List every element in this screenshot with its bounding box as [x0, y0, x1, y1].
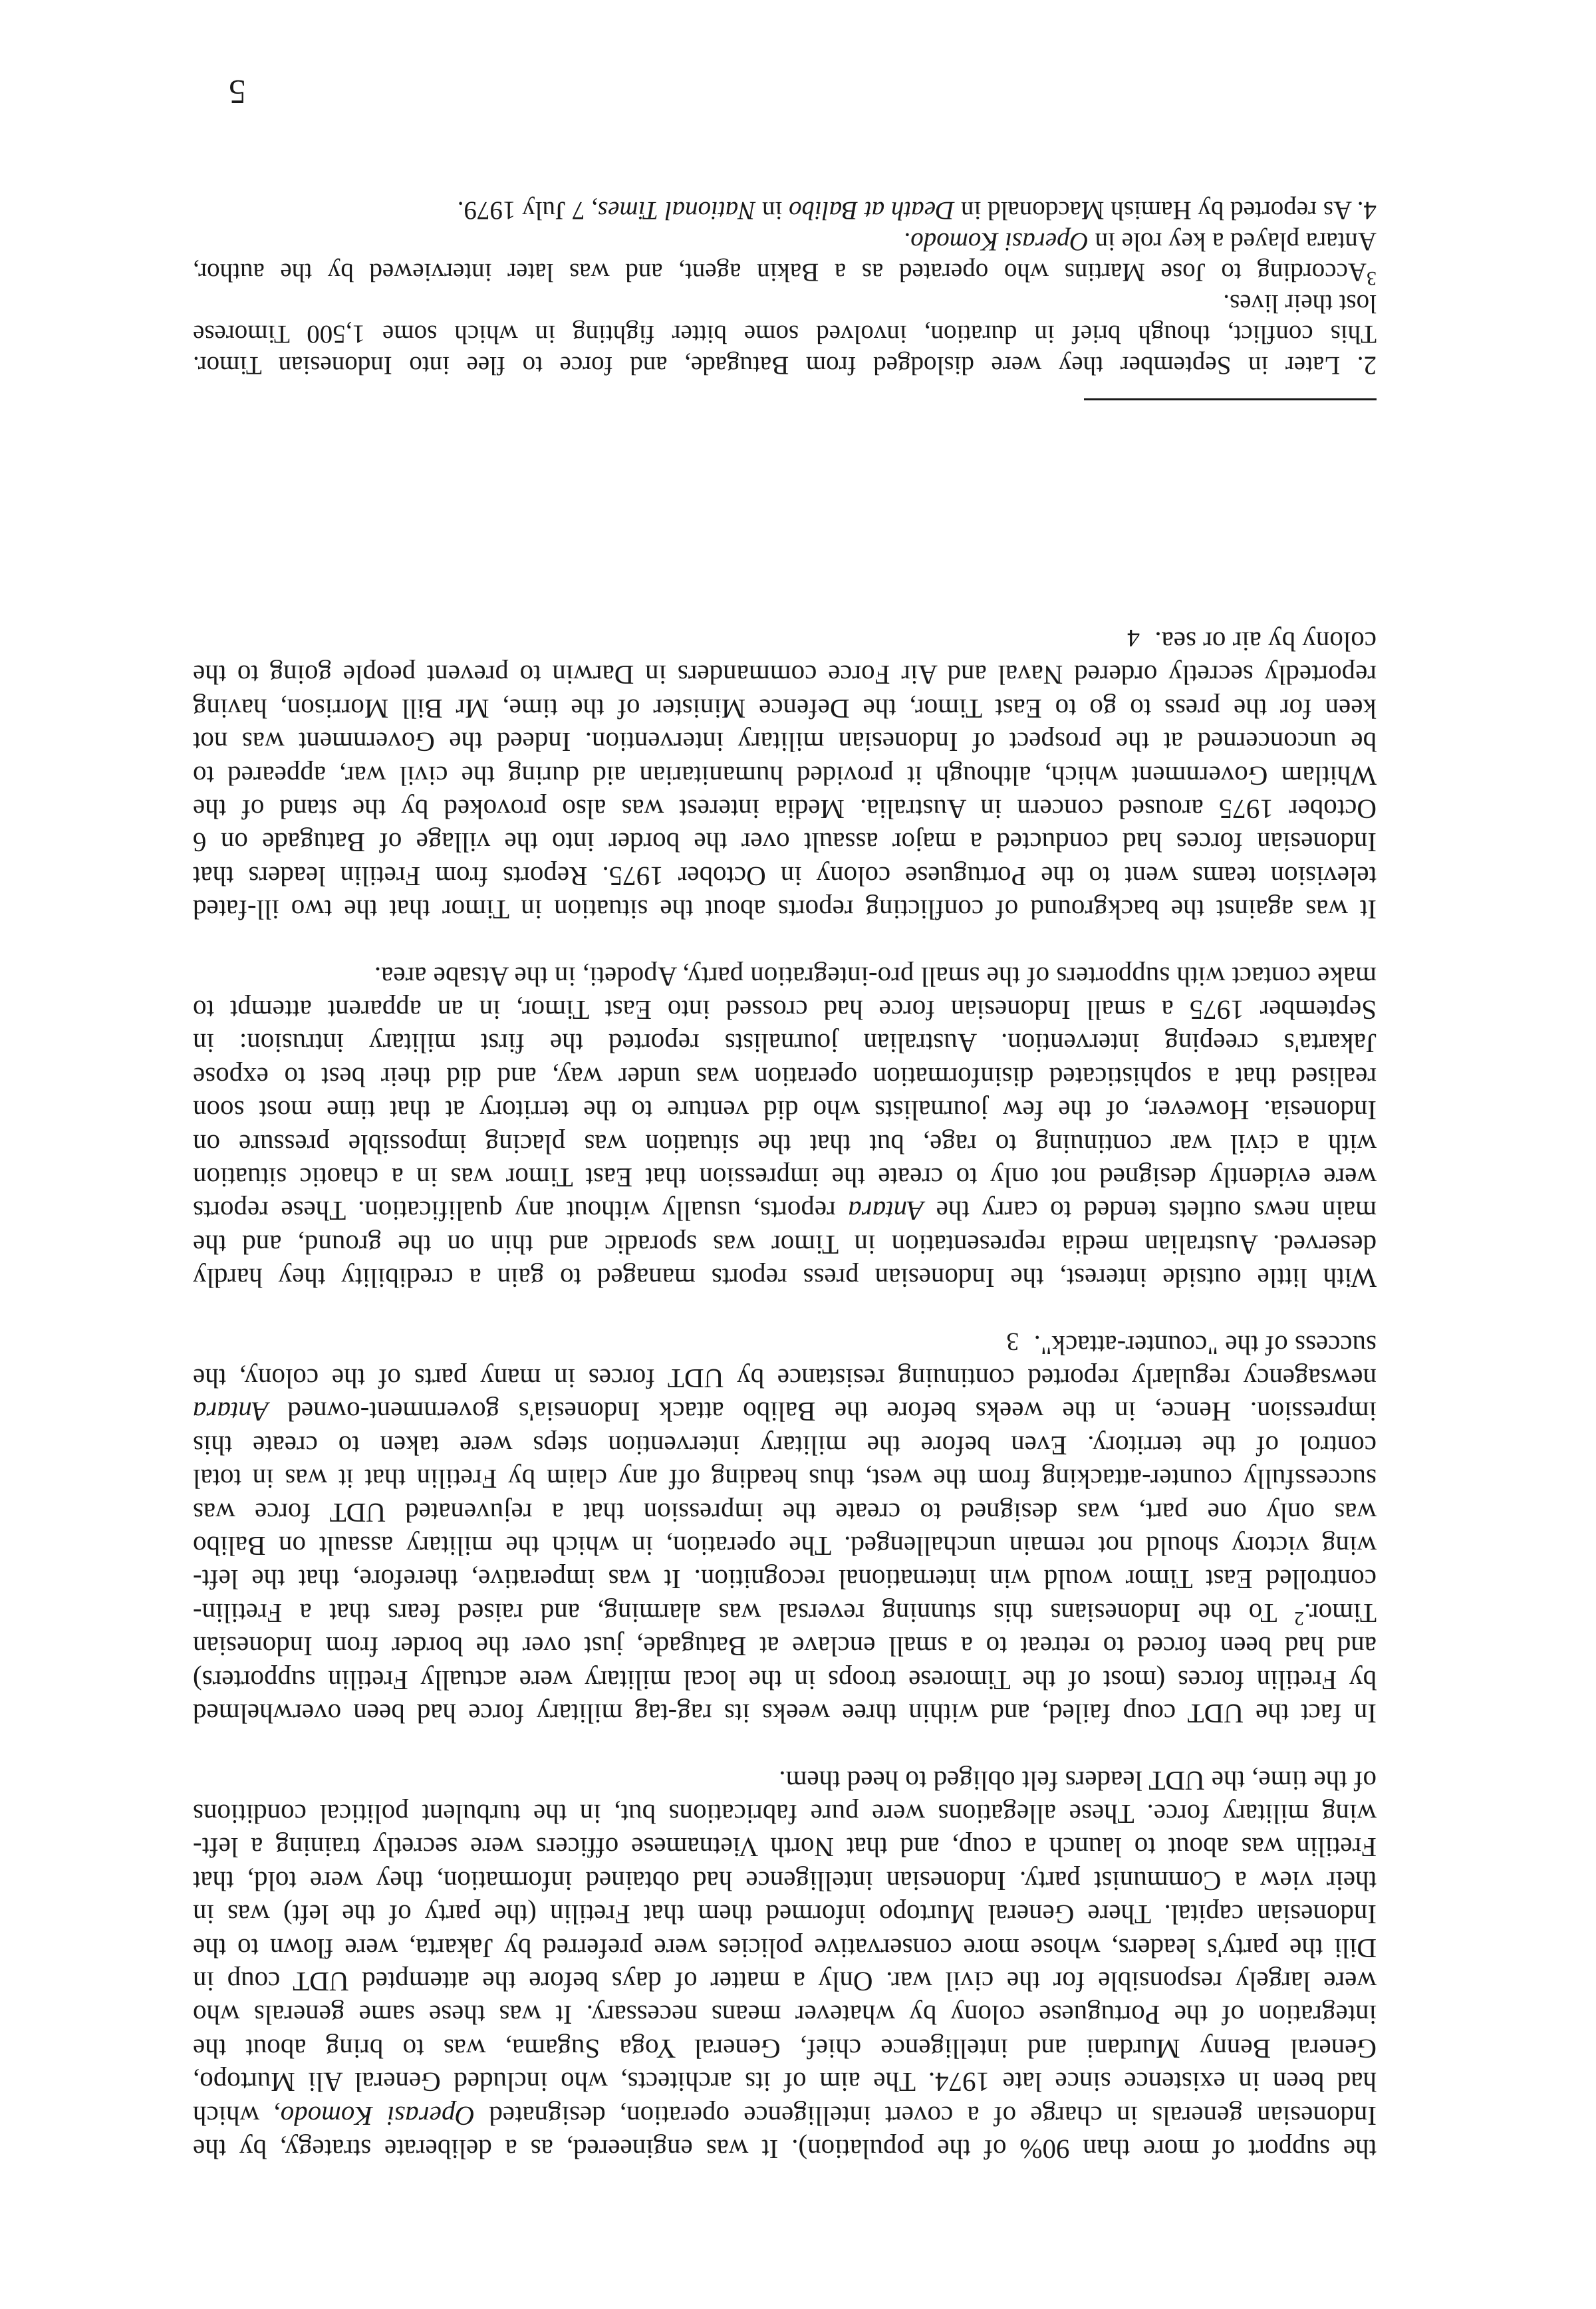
text-run: In fact the UDT coup failed, and within three weeks its rag-tag military force had been overwhelmed — [193, 1698, 1377, 1730]
text-run: and had been forced to retreat to a small enclave at Batugade, just over the border from Indonesian — [193, 1631, 1377, 1663]
text-run: Jakarta's creeping intervention. Australian journalists reported the first military intrusion: in — [193, 1028, 1377, 1059]
text-line — [193, 1697, 1377, 1730]
text-run: , which — [193, 2100, 281, 2131]
text-line — [193, 2133, 1377, 2166]
text-run: 4. As reported by Hamish Macdonald in — [954, 196, 1377, 225]
text-line — [193, 319, 1377, 350]
text-line — [193, 1228, 1377, 1261]
text-line — [193, 826, 1377, 859]
text-run: lost their lives. — [1223, 289, 1377, 318]
italic-run: Operasi Komodo — [280, 2100, 475, 2131]
text-line — [193, 1864, 1377, 1897]
text-run: control of the territory. Even before the military intervention steps were taken to create this — [193, 1430, 1377, 1461]
text-run: October 1975 aroused concern in Australia. Media interest was also provoked by the stand of the — [193, 793, 1377, 825]
text-run: realised that a sophisticated disinformation operation was under way, and did their best to expose — [193, 1061, 1377, 1093]
text-run: newsagency regularly reported continuing resistance by UDT forces in many parts of the colony, the — [193, 1363, 1377, 1395]
text-line — [193, 194, 1377, 225]
text-run: It was against the background of conflicting reports about the situation in Timor that the two ill-fated — [193, 894, 1377, 926]
text-line — [193, 1428, 1377, 1462]
text-run: television teams went to the Portuguese colony in October 1975. Reports from Fretilin leaders that — [193, 861, 1377, 892]
text-line — [193, 1898, 1377, 1931]
italic-run: Antara — [193, 1397, 269, 1428]
text-line — [193, 1965, 1377, 1998]
text-run: the support of more than 90% of the population). It was engineered, as a deliberate strategy, by the — [193, 2134, 1377, 2165]
text-run: Fretilin was about to launch a coup, and that North Vietnamese officers were secretly training a left- — [193, 1832, 1377, 1863]
paragraph — [193, 1328, 1377, 1730]
text-line — [193, 1094, 1377, 1127]
text-line — [193, 793, 1377, 826]
text-line — [193, 893, 1377, 926]
text-run: According to Jose Martins who operated as a Bakin agent, and was later interviewed by the author, — [193, 258, 1367, 287]
text-run: main news outlets tended to carry the — [924, 1196, 1377, 1227]
text-run: impression. Hence, in the weeks before the Balibo attack Indonesia's government-owned — [268, 1397, 1377, 1428]
text-line — [193, 1764, 1377, 1797]
text-line — [193, 1663, 1377, 1697]
text-run: keen for the press to go to East Timor, the Defence Minister of the time, Mr Bill Morrison, having — [193, 693, 1377, 724]
italic-run: Antara — [848, 1196, 924, 1227]
text-line — [193, 287, 1377, 319]
text-line — [193, 1563, 1377, 1596]
text-run: successfully counter-attacking from the west, thus heading off any claim by Fretilin that it was in total — [193, 1464, 1377, 1495]
text-line — [193, 2032, 1377, 2065]
text-line — [193, 994, 1377, 1027]
text-run: were largely responsible for the civil war. Only a matter of days before the attempted UDT coup in — [193, 1966, 1377, 1997]
paragraph — [193, 625, 1377, 927]
text-run: was only one part, was designed to create the impression that a rejuvenated UDT force was — [193, 1497, 1377, 1528]
text-run: With little outside interest, the Indonesian press reports managed to gain a credibility they hardly — [193, 1263, 1377, 1294]
text-line — [193, 1931, 1377, 1965]
text-line — [193, 2099, 1377, 2132]
text-run: Indonesian forces had conducted a major assault over the border into the village of Batugade on 6 — [193, 827, 1377, 859]
text-run: Indonesia. However, of the few journalists who did venture to the territory at that time most soon — [193, 1095, 1377, 1127]
text-line — [193, 225, 1377, 257]
paragraph — [193, 960, 1377, 1295]
footnote — [193, 194, 1377, 225]
text-line — [193, 1597, 1377, 1630]
text-run: in — [755, 196, 789, 225]
text-line — [193, 1831, 1377, 1864]
text-run: Dili the party's leaders, whose more conservative policies were preferred by Jakarta, were flown to the — [193, 1933, 1377, 1964]
text-run: Antara played a key role in — [1088, 227, 1377, 256]
text-line — [193, 349, 1377, 380]
text-run: wing victory should not remain unchallenged. The operation, in which the military assault on Balibo — [193, 1531, 1377, 1562]
text-line — [193, 1127, 1377, 1160]
text-line — [193, 1262, 1377, 1295]
text-run: colony by air or sea. — [1148, 626, 1377, 657]
text-line — [193, 2066, 1377, 2099]
text-line — [193, 859, 1377, 892]
text-run: September 1975 a small Indonesian force had crossed into East Timor, in an apparent attempt to — [193, 995, 1377, 1025]
body-text — [193, 625, 1377, 2166]
text-run: , 7 July 1979. — [457, 196, 598, 225]
text-run: of the time, the UDT leaders felt obliged to heed them. — [779, 1765, 1377, 1796]
text-line — [193, 1027, 1377, 1060]
text-run: were evidently designed not only to create the impression that East Timor was in a chaotic situation — [193, 1162, 1377, 1194]
italic-run: National Times — [597, 196, 756, 225]
text-run: with a civil war continuing to rage, but that the situation was placing impossible pressure on — [193, 1129, 1377, 1160]
text-run: Indonesian generals in charge of a covert intelligence operation, designated — [475, 2100, 1377, 2131]
text-run: by Fretilin forces (most of the Timorese troops in the local military were actually Fretilin supporters) — [193, 1665, 1377, 1696]
text-line — [193, 1194, 1377, 1228]
text-run: Whitlam Government which, although it provided humanitarian aid during the civil war, appeared to — [193, 760, 1377, 791]
footnote-rule — [1084, 398, 1377, 400]
text-line — [193, 658, 1377, 692]
text-line — [193, 1060, 1377, 1093]
text-line — [193, 1530, 1377, 1563]
text-line — [193, 1328, 1377, 1361]
text-run: controlled East Timor would win international recognition. It was imperative, therefore, that the left- — [193, 1564, 1377, 1595]
text-run: Timor. — [1303, 1597, 1377, 1629]
text-run: This conflict, though brief in duration, involved some bitter fighting in which some 1,500 Timorese — [193, 320, 1377, 349]
text-line — [193, 1998, 1377, 2032]
footnote-marker: 3 — [1367, 267, 1377, 290]
text-line — [193, 1395, 1377, 1428]
text-run: . — [904, 227, 911, 256]
text-run: their view a Communist party. Indonesian intelligence had obtained information, they were told, that — [193, 1865, 1377, 1897]
text-run: had been in existence since late 1974. The aim of its architects, who included General Ali Murtopo, — [193, 2067, 1377, 2098]
footnote — [193, 287, 1377, 380]
italic-run: Death at Balibo — [789, 196, 955, 225]
text-line — [193, 257, 1377, 288]
text-run: 2. Later in September they were dislodged from Batugade, and force to flee into Indonesian Timor. — [193, 351, 1377, 380]
footnote-marker: 4 — [1127, 623, 1140, 652]
text-line — [193, 960, 1377, 993]
footnote-marker: 3 — [1006, 1327, 1019, 1355]
text-line — [193, 726, 1377, 759]
text-line — [193, 692, 1377, 725]
text-line — [193, 1798, 1377, 1831]
italic-run: Operasi Komodo — [910, 227, 1089, 256]
text-line — [193, 1362, 1377, 1395]
text-run: success of the "counter-attack". — [1027, 1329, 1377, 1361]
text-run: General Benny Murdani and intelligence chief, General Yoga Sugama, was to bring about the — [193, 2033, 1377, 2064]
text-run: To the Indonesians this stunning reversal was alarming, and raised fears that a Fretilin- — [193, 1597, 1294, 1629]
text-line — [193, 1496, 1377, 1529]
text-run: reportedly secretly ordered Naval and Air Force commanders in Darwin to prevent people going to the — [193, 660, 1377, 691]
text-run: Indonesian capital. There General Murtopo informed them that Fretilin (the party of the left) was in — [193, 1899, 1377, 1931]
footnotes — [193, 194, 1377, 380]
footnote — [193, 225, 1377, 290]
text-run: wing military force. These allegations were pure fabrications but, in the turbulent political conditions — [193, 1798, 1377, 1830]
text-line — [193, 1161, 1377, 1194]
paragraph — [193, 1764, 1377, 2166]
text-run: be unconcerned at the prospect of Indonesian military intervention. Indeed the Government was not — [193, 727, 1377, 758]
footnote-marker: 2 — [1293, 1607, 1304, 1629]
text-run: make contact with supporters of the small pro-integration party, Apodeti, in the Atsabe area. — [374, 961, 1377, 992]
text-run: integration of the Portuguese colony by whatever means necessary. It was these same generals who — [193, 2000, 1377, 2031]
text-run: reports, usually without any qualification. These reports — [193, 1196, 849, 1227]
page-number: 5 — [229, 72, 246, 110]
text-line — [193, 1462, 1377, 1496]
text-line — [193, 759, 1377, 792]
text-run: deserved. Australian media representation in Timor was sporadic and thin on the ground, and the — [193, 1229, 1377, 1260]
text-line — [193, 625, 1377, 658]
text-line — [193, 1630, 1377, 1663]
